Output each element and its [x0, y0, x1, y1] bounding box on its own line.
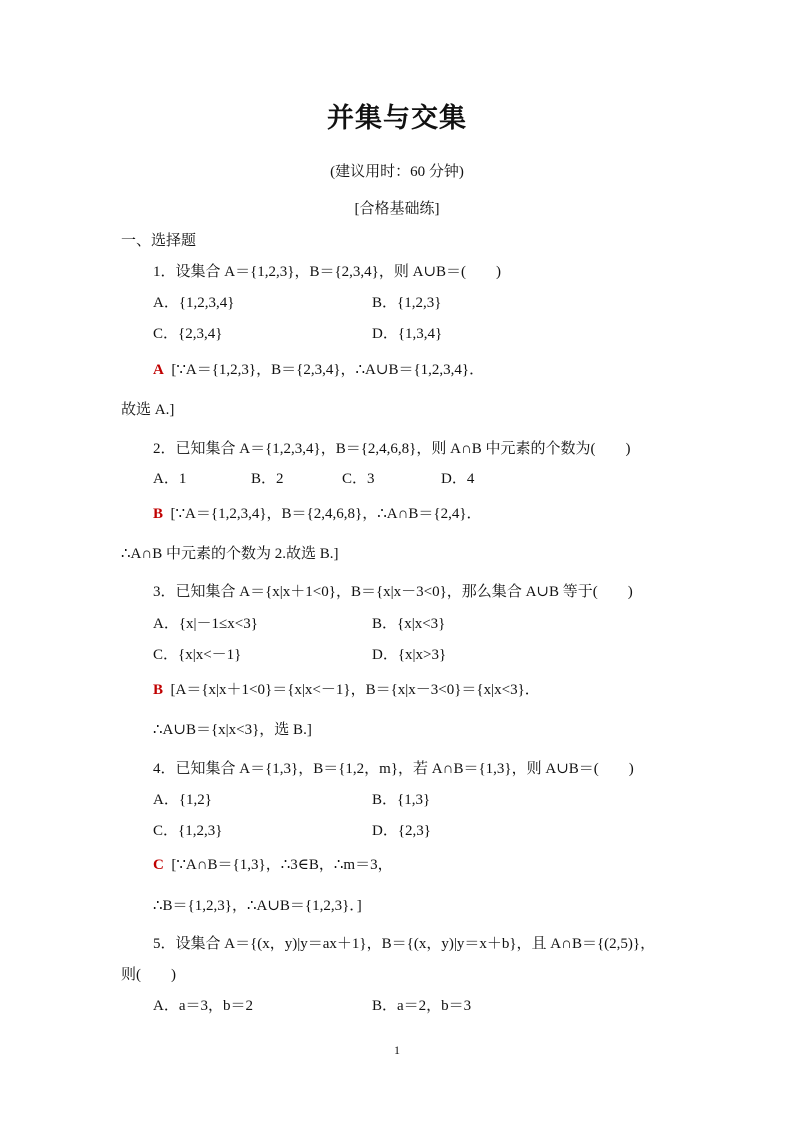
option-b: B．{x|x<3} [372, 616, 446, 632]
option-b: B．{1,3} [372, 792, 431, 808]
answer-line [153, 853, 393, 874]
option-a: A．{1,2,3,4} [153, 295, 235, 311]
page-title: 并集与交集 [327, 103, 467, 134]
option-d: D．{1,3,4} [372, 326, 443, 342]
option-c: C．3 [342, 471, 375, 487]
question-stem: 3．已知集合 A＝{x|x＋1<0}，B＝{x|x－3<0}，那么集合 A∪B 等于( ) [153, 584, 633, 600]
answer-letter: C [153, 857, 164, 873]
option-a: A．{1,2} [153, 792, 212, 808]
question-stem: 2．已知集合 A＝{1,2,3,4}，B＝{2,4,6,8}，则 A∩B 中元素的个数为( ) [153, 441, 631, 457]
page-number: 1 [394, 1043, 400, 1057]
option-d: D．{2,3} [372, 823, 431, 839]
option-c: C．{1,2,3} [153, 823, 223, 839]
option-c: C．{x|x<－1} [153, 647, 242, 663]
question-stem: 4．已知集合 A＝{1,3}，B＝{1,2，m}，若 A∩B＝{1,3}，则 A∪B＝( ) [153, 761, 634, 777]
answer-letter: A [153, 362, 164, 378]
option-b: B．{1,2,3} [372, 295, 442, 311]
answer-line [153, 358, 484, 379]
solution-cont: ∴B＝{1,2,3}，∴A∪B＝{1,2,3}．] [153, 898, 362, 914]
option-c: C．{2,3,4} [153, 326, 223, 342]
section-tag: [合格基础练] [354, 201, 440, 217]
answer-letter: B [153, 506, 164, 522]
solution-text: [∵A＝{1,2,3}，B＝{2,3,4}，∴A∪B＝{1,2,3,4}． [171, 362, 485, 378]
option-a: A．{x|－1≤x<3} [153, 616, 258, 632]
option-b: B．2 [251, 471, 284, 487]
question-stem: 5．设集合 A＝{(x，y)|y＝ax＋1}，B＝{(x，y)|y＝x＋b}，且 A∩B＝{(2,5)}， [153, 936, 656, 952]
question-stem: 1．设集合 A＝{1,2,3}，B＝{2,3,4}，则 A∪B＝( ) [153, 264, 502, 280]
answer-line [153, 678, 540, 699]
section-heading: 一、选择题 [121, 233, 197, 249]
solution-cont: ∴A∪B＝{x|x<3}，选 B.] [153, 722, 312, 738]
option-a: A．1 [153, 471, 187, 487]
option-d: D．{x|x>3} [372, 647, 447, 663]
question-stem-cont: 则( ) [121, 967, 176, 983]
answer-letter: B [153, 682, 164, 698]
solution-text: [∵A∩B＝{1,3}，∴3∈B，∴m＝3， [171, 857, 393, 873]
option-a: A．a＝3，b＝2 [153, 998, 253, 1014]
solution-text: [∵A＝{1,2,3,4}，B＝{2,4,6,8}，∴A∩B＝{2,4}． [170, 506, 482, 522]
option-b: B．a＝2，b＝3 [372, 998, 472, 1014]
answer-line [153, 502, 482, 523]
option-d: D．4 [441, 471, 475, 487]
solution-cont: 故选 A.] [121, 402, 175, 418]
solution-cont: ∴A∩B 中元素的个数为 2.故选 B.] [121, 546, 339, 562]
time-note: (建议用时：60 分钟) [330, 164, 464, 180]
solution-text: [A＝{x|x＋1<0}＝{x|x<－1}，B＝{x|x－3<0}＝{x|x<3}． [170, 682, 540, 698]
